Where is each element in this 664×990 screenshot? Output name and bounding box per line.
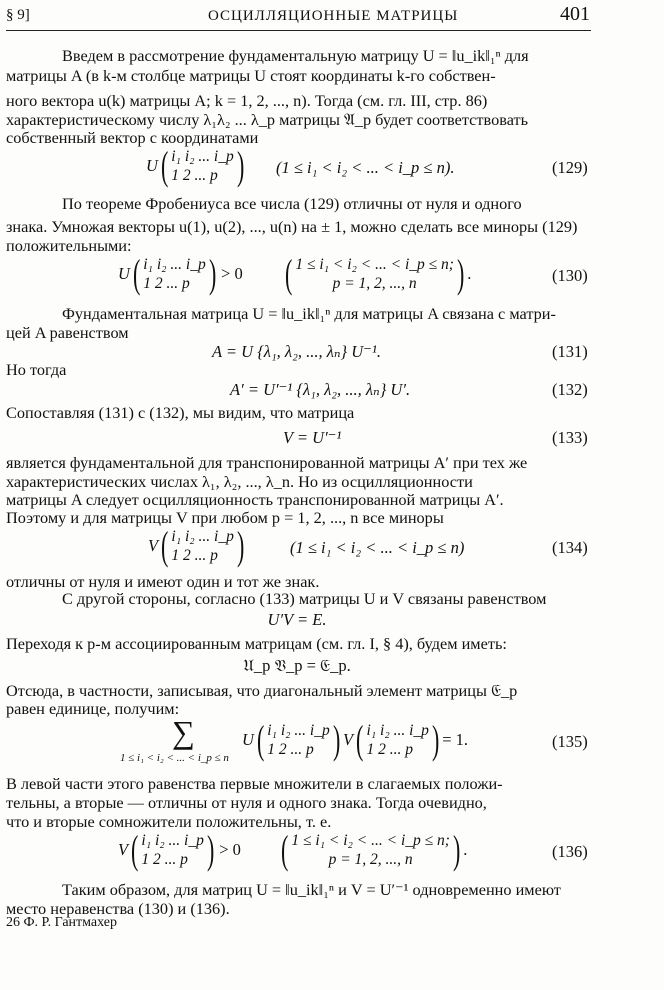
eq-number: (136) (552, 842, 588, 861)
minor-top: i₁ i₂ ... i_p (366, 722, 429, 739)
text-line: С другой стороны, согласно (133) матрицы U и V связаны равенством (62, 589, 547, 608)
text-line: тельны, а вторые — отличны от нуля и одного знака. Тогда очевидно, (6, 793, 487, 812)
eq-condition: (1 ≤ i₁ < i₂ < ... < i_p ≤ n). (276, 158, 455, 177)
minor-bottom: 1 2 ... p (143, 275, 190, 292)
text-line: Введем в рассмотрение фундаментальную матрицу U = ‖u_ik‖₁ⁿ для (62, 46, 529, 65)
header-rule (6, 30, 591, 31)
eq-rhs: = 1. (442, 730, 469, 749)
text-line: равен единице, получим: (6, 699, 180, 718)
text-line: место неравенства (130) и (136). (6, 899, 230, 918)
text-line: положительными: (6, 236, 132, 255)
text-line: Фундаментальная матрица U = ‖u_ik‖₁ⁿ для матрицы A связана с матри- (62, 304, 556, 323)
text-line: Но тогда (6, 360, 67, 379)
text-line: знака. Умножая векторы u(1), u(2), ..., u(n) на ± 1, можно сделать все миноры (129) (6, 217, 578, 236)
eq-body: V = U′⁻¹ (283, 428, 342, 447)
minor-top: i₁ i₂ ... i_p (143, 256, 206, 273)
text-line: В левой части этого равенства первые множители в слагаемых положи- (6, 774, 503, 793)
cond-top: 1 ≤ i₁ < i₂ < ... < i_p ≤ n; (295, 256, 454, 273)
minor-top: i₁ i₂ ... i_p (171, 528, 234, 545)
running-title: ОСЦИЛЛЯЦИОННЫЕ МАТРИЦЫ (208, 8, 459, 24)
eq-condition: (1 ≤ i₁ < i₂ < ... < i_p ≤ n) (290, 538, 465, 557)
eq-number: (133) (552, 428, 588, 447)
signature-mark: 26 Ф. Р. Гантмахер (6, 915, 118, 930)
minor-bottom: 1 2 ... p (267, 741, 314, 758)
cond-bottom: p = 1, 2, ..., n (328, 851, 413, 868)
cond-top: 1 ≤ i₁ < i₂ < ... < i_p ≤ n; (291, 832, 450, 849)
eq-relation: > 0 (219, 840, 241, 859)
equation-associated: 𝔘_p 𝔙_p = 𝔈_p. (243, 656, 351, 675)
minor-bottom: 1 2 ... p (171, 547, 218, 564)
text-line: Таким образом, для матриц U = ‖u_ik‖₁ⁿ и V = U′⁻¹ одновременно имеют (62, 880, 561, 899)
text-line: матрицы A (в k-м столбце матрицы U стоят координаты k-го собствен- (6, 66, 496, 85)
eq-relation: > 0 (221, 264, 243, 283)
text-line: матрицы A следует осцилляционность транспонированной матрицы A′. (6, 490, 504, 509)
minor-top: i₁ i₂ ... i_p (267, 722, 330, 739)
minor-bottom: 1 2 ... p (366, 741, 413, 758)
eq-lhs: U (146, 156, 158, 175)
text-line: Отсюда, в частности, записывая, что диагональный элемент матрицы 𝔈_p (6, 681, 518, 700)
eq-number: (131) (552, 342, 588, 361)
text-line: характеристических числах λ₁, λ₂, ..., λ_n. Но из осцилляционности (6, 472, 473, 491)
text-line: Поэтому и для матрицы V при любом p = 1, 2, ..., n все миноры (6, 508, 444, 527)
text-line: характеристическому числу λ₁λ₂ ... λ_p матрицы 𝔄_p будет соответствовать (6, 110, 529, 129)
equation-uv: U′V = E. (267, 610, 327, 629)
text-line: Переходя к p-м ассоциированным матрицам (см. гл. I, § 4), будем иметь: (6, 634, 507, 653)
eq-number: (132) (552, 380, 588, 399)
minor-top: i₁ i₂ ... i_p (141, 832, 204, 849)
eq-lhs: U (118, 264, 130, 283)
eq-lhs: V (118, 840, 129, 859)
text-line: является фундаментальной для транспонированной матрицы A′ при тех же (6, 453, 528, 472)
minor-bottom: 1 2 ... p (171, 167, 218, 184)
cond-bottom: p = 1, 2, ..., n (332, 275, 417, 292)
minor-top: i₁ i₂ ... i_p (171, 148, 234, 165)
text-line: цей A равенством (6, 323, 129, 342)
eq-number: (134) (552, 538, 588, 557)
text-line: По теореме Фробениуса все числа (129) отличны от нуля и одного (62, 194, 522, 213)
text-line: ного вектора u(k) матрицы A; k = 1, 2, ..., n). Тогда (см. гл. III, стр. 86) (6, 91, 488, 110)
eq-number: (129) (552, 158, 588, 177)
minor-bottom: 1 2 ... p (141, 851, 188, 868)
page-number: 401 (560, 3, 590, 25)
sum-sign: ∑ (172, 714, 195, 750)
book-page: § 9] ОСЦИЛЛЯЦИОННЫЕ МАТРИЦЫ 401 Введем в рассмотрение фундаментальную матрицу U = ‖u_ik‖₁ⁿ для матрицы A (в k-м столбце матрицы U стоят координаты k-го собствен- ного вектора u(k) матрицы A; k = 1, 2, ..., n). Тогда (см. гл. III, стр. 86) характеристическому числу λ₁λ₂ ... λ_p матрицы 𝔄_p будет соответствовать собственный вектор с координатами U ( i₁ i₂ ... i_p 1 2 ... p ) (1 ≤ i₁ < i₂ < ... < i_p ≤ n). (129) По теореме Фробениуса все числа (129) отличны от нуля и одного знака. Умножая векторы u(1), u(2), ..., u(n) на ± 1, можно сделать все миноры (129) положительными: U ( i₁ i₂ ... i_p 1 2 ... p ) > 0 ( 1 ≤ i₁ < i₂ < ... < i_p ≤ n; p = 1, 2, ..., n ) . (130) Фундаментальная матрица U = ‖u_ik‖₁ⁿ для матрицы A связана с матри- цей A равенством A = U {λ₁, λ₂, ..., λₙ} U⁻¹. (131) Но тогда A′ = U′⁻¹ {λ₁, λ₂, ..., λₙ} U′. (132) Сопоставляя (131) с (132), мы видим, что матрица V = U′⁻¹ (133) является фундаментальной для транспонированной матрицы A′ при тех же характеристических числах λ₁, λ₂, ..., λ_n. Но из осцилляционности матрицы A следует осцилляционность транспонированной матрицы A′. Поэтому и для матрицы V при любом p = 1, 2, ..., n все миноры V ( i₁ i₂ ... i_p 1 2 ... p ) (1 ≤ i₁ < i₂ < ... < i_p ≤ n) (134) отличны от нуля и имеют один и тот же знак. С другой стороны, согласно (133) матрицы U и V связаны равенством U′V = E. Переходя к p-м ассоциированным матрицам (см. гл. I, § 4), будем иметь: 𝔘_p 𝔙_p = 𝔈_p. Отсюда, в частности, записывая, что диагональный элемент матрицы 𝔈_p равен единице, получим: ∑ 1 ≤ i₁ < i₂ < ... < i_p ≤ n U ( i₁ i₂ ... i_p 1 2 ... p ) V ( i₁ i₂ ... i_p 1 2 ... p ) = 1. (135) В левой части этого равенства первые множители в слагаемых положи- тельны, а вторые — отличны от нуля и одного знака. Тогда очевидно, что и вторые сомножители положительны, т. е. V ( i₁ i₂ ... i_p 1 2 ... p ) > 0 ( 1 ≤ i₁ < i₂ < ... < i_p ≤ n; p = 1, 2, ..., n ) . (136) Таким образом, для матриц U = ‖u_ik‖₁ⁿ и V = U′⁻¹ одновременно имеют место неравенства (130) и (136). 26 Ф. Р. Гантмахер (0, 0, 664, 990)
eq-number: (135) (552, 732, 588, 751)
text-line: что и вторые сомножители положительны, т. е. (6, 812, 332, 831)
section-marker: § 9] (6, 7, 30, 23)
eq-number: (130) (552, 266, 588, 285)
text-line: собственный вектор с координатами (6, 128, 259, 147)
text-line: Сопоставляя (131) с (132), мы видим, что матрица (6, 403, 355, 422)
eq-lhs: V (148, 536, 159, 555)
eq-body: A = U {λ₁, λ₂, ..., λₙ} U⁻¹. (212, 342, 381, 361)
sum-range: 1 ≤ i₁ < i₂ < ... < i_p ≤ n (120, 752, 229, 764)
text-line: отличны от нуля и имеют один и тот же знак. (6, 572, 320, 591)
eq-body: A′ = U′⁻¹ {λ₁, λ₂, ..., λₙ} U′. (230, 380, 411, 399)
